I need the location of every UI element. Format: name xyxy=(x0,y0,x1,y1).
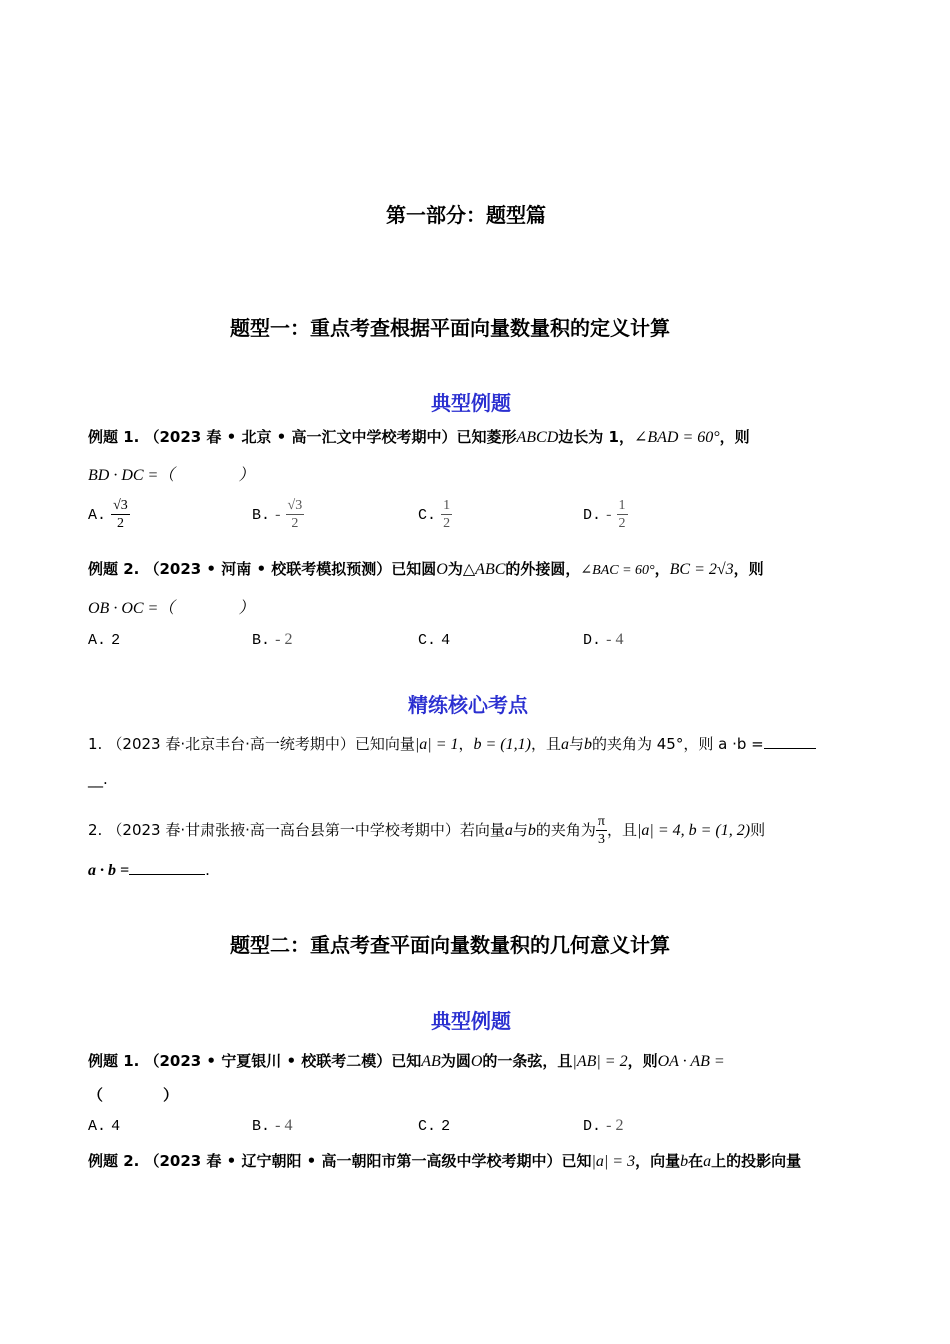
page-title: 第一部分：题型篇 xyxy=(386,203,546,227)
fraction: $\frac{1}{2}$ xyxy=(618,498,626,531)
section-1-heading: 题型一：重点考查根据平面向量数量积的定义计算 xyxy=(230,316,670,340)
practice-1-line1: 1. （2023 春·北京丰台·高一统考期中）已知向量|a| = 1，b = (1,1)，且a与b的夹角为 45°，则 a ·b = xyxy=(88,733,816,754)
s2-example-1-line1: 例题 1. （2023 • 宁夏银川 • 校联考二模）已知AB为圆O的一条弦，且|AB| = 2，则OA · AB = xyxy=(88,1052,725,1070)
s2-ex1-option-d: D. - 2 xyxy=(583,1117,624,1135)
section-1-practice-heading: 精练核心考点 xyxy=(408,693,528,717)
section-2-examples-heading: 典型例题 xyxy=(431,1009,511,1033)
s1-ex2-option-c: C. 4 xyxy=(418,632,451,649)
math-abcd: ABCD xyxy=(516,429,559,446)
answer-blank xyxy=(764,734,816,749)
s1-ex2-option-a: A. 2 xyxy=(88,632,121,649)
practice-2-line1: 2. （2023 春·甘肃张掖·高一高台县第一中学校考期中）若向量a与b的夹角为 $\frac{\pi}{3}$ ，且|a| = 4, b = (1, 2)则 xyxy=(88,814,766,847)
practice-2-line2: a · b = . xyxy=(88,861,210,879)
example-label: 例题 1. xyxy=(88,428,140,446)
practice-1-tail: __. xyxy=(88,770,108,788)
s2-ex1-option-c: C. 2 xyxy=(418,1118,451,1135)
s1-example-2-line1: 例题 2. （2023 • 河南 • 校联考模拟预测）已知圆O为△ABC的外接圆，∠BAC = 60°，BC = 2√3，则 xyxy=(88,560,764,578)
s1-ex1-option-b: B. - $\frac{√3}{2}$ xyxy=(252,498,303,531)
s1-ex1-option-a: A. $\frac{√3}{2}$ xyxy=(88,498,128,531)
s1-example-1-expr: BD · DC =（ ） xyxy=(88,467,255,484)
s2-ex1-option-b: B. - 4 xyxy=(252,1117,293,1135)
s1-example-1-line1: 例题 1. （2023 春 • 北京 • 高一汇文中学校考期中）已知菱形ABCD边长为 1，∠BAD = 60°，则 xyxy=(88,428,750,446)
fraction: $\frac{1}{2}$ xyxy=(443,498,451,531)
math-angle-bad: ∠BAD = 60° xyxy=(633,429,720,446)
s2-example-1-paren: （ ） xyxy=(88,1086,179,1104)
s1-example-2-expr: OB · OC =（ ） xyxy=(88,600,255,617)
s1-ex1-option-c: C. $\frac{1}{2}$ xyxy=(418,498,451,531)
example-source: （2023 春 • 北京 • 高一汇文中学校考期中）已知菱形 xyxy=(144,428,517,446)
section-1-examples-heading: 典型例题 xyxy=(431,391,511,415)
s1-ex1-option-d: D. - $\frac{1}{2}$ xyxy=(583,498,626,531)
fraction: $\frac{√3}{2}$ xyxy=(113,498,128,531)
s1-ex2-option-b: B. - 2 xyxy=(252,631,293,649)
answer-blank xyxy=(129,860,205,875)
section-2-heading: 题型二：重点考查平面向量数量积的几何意义计算 xyxy=(230,933,670,957)
fraction-pi-over-3: $\frac{\pi}{3}$ xyxy=(597,814,605,847)
fraction: $\frac{√3}{2}$ xyxy=(287,498,303,531)
s2-ex1-option-a: A. 4 xyxy=(88,1118,121,1135)
s1-ex2-option-d: D. - 4 xyxy=(583,631,624,649)
s2-example-2-line1: 例题 2. （2023 春 • 辽宁朝阳 • 高一朝阳市第一高级中学校考期中）已知|a| = 3，向量b在a上的投影向量 xyxy=(88,1152,802,1170)
